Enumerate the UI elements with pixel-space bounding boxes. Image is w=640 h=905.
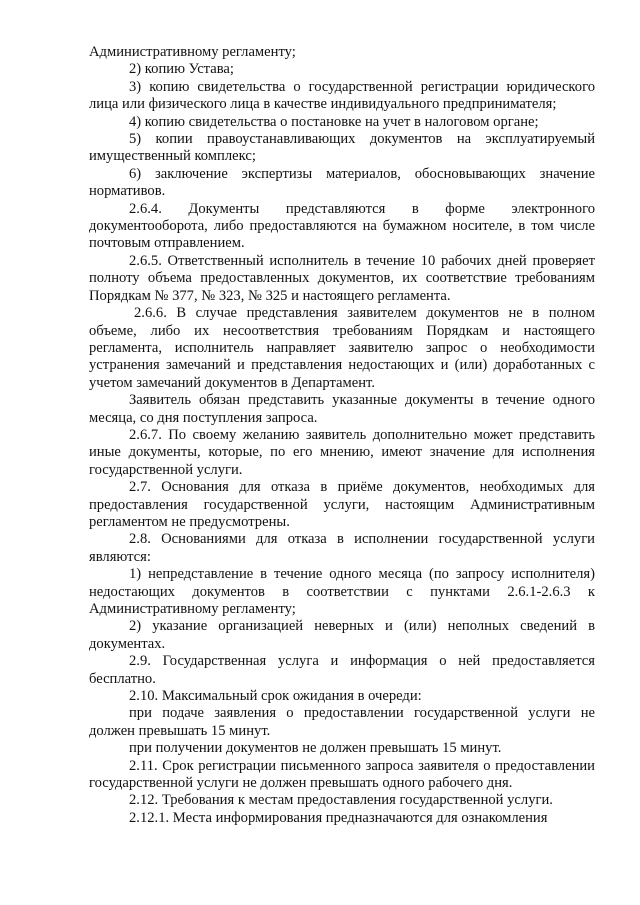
section-2-7: 2.7. Основания для отказа в приёме документов, необходимых для предоставления государственной услуги, настоящим Административным регламентом не предусмотрены. — [89, 479, 595, 530]
section-2-11: 2.11. Срок регистрации письменного запроса заявителя о предоставлении государственной услуги не должен превышать одного рабочего дня. — [89, 757, 595, 792]
list-item-non-submission: 1) непредставление в течение одного месяца (по запросу исполнителя) недостающих документов в соответствии с пунктами 2.6.1-2.6.3 к Административному регламенту; — [89, 566, 595, 617]
section-2-6-5: 2.6.5. Ответственный исполнитель в течение 10 рабочих дней проверяет полноту объема предоставленных документов, их соответствие требованиям Порядкам № 377, № 323, № 325 и настоящего регламента. — [89, 252, 595, 304]
section-2-6-4: 2.6.4. Документы представляются в форме электронного документооборота, либо предоставляются на бумажном носителе, в том числе почтовым отправлением. — [89, 200, 595, 252]
list-item-expert-conclusion: 6) заключение экспертизы материалов, обосновывающих значение нормативов. — [89, 165, 595, 200]
list-item-registration-certificate: 3) копию свидетельства о государственной регистрации юридического лица или физического лица в качестве индивидуального предпринимателя; — [89, 78, 595, 113]
section-2-12: 2.12. Требования к местам предоставления государственной услуги. — [129, 792, 553, 809]
section-2-12-1: 2.12.1. Места информирования предназначаются для ознакомления — [129, 809, 548, 826]
section-2-6-6: 2.6.6. В случае представления заявителем документов не в полном объеме, либо их несоответствия требованиям Порядкам и настоящего регламента, исполнитель направляет заявителю запрос о необходимости устранения замечаний и представления недостающих и (или) доработанных с учетом замечаний документов в Департамент. — [89, 305, 595, 391]
list-item-tax-certificate: 4) копию свидетельства о постановке на учет в налоговом органе; — [129, 113, 539, 130]
section-2-6-7: 2.6.7. По своему желанию заявитель дополнительно может представить иные документы, которые, по его мнению, имеют значение для исполнения государственной услуги. — [89, 426, 595, 478]
section-2-8: 2.8. Основаниями для отказа в исполнении государственной услуги являются: — [89, 531, 595, 565]
section-2-10: 2.10. Максимальный срок ожидания в очереди: — [129, 688, 422, 705]
list-item-charter: 2) копию Устава; — [129, 61, 234, 78]
paragraph-continuation: Административному регламенту; — [89, 44, 296, 60]
paragraph-queue-receipt: при получении документов не должен превышать 15 минут. — [129, 740, 502, 757]
section-2-9: 2.9. Государственная услуга и информация о ней предоставляется бесплатно. — [89, 653, 595, 687]
document-page — [89, 44, 595, 827]
list-item-property-documents: 5) копии правоустанавливающих документов на эксплуатируемый имущественный комплекс; — [89, 131, 595, 165]
paragraph-queue-application: при подаче заявления о предоставлении государственной услуги не должен превышать 15 минут. — [89, 705, 595, 739]
list-item-incorrect-info: 2) указание организацией неверных и (или) неполных сведений в документах. — [89, 618, 595, 652]
paragraph-applicant-obligation: Заявитель обязан представить указанные документы в течение одного месяца, со дня поступления запроса. — [89, 392, 595, 426]
